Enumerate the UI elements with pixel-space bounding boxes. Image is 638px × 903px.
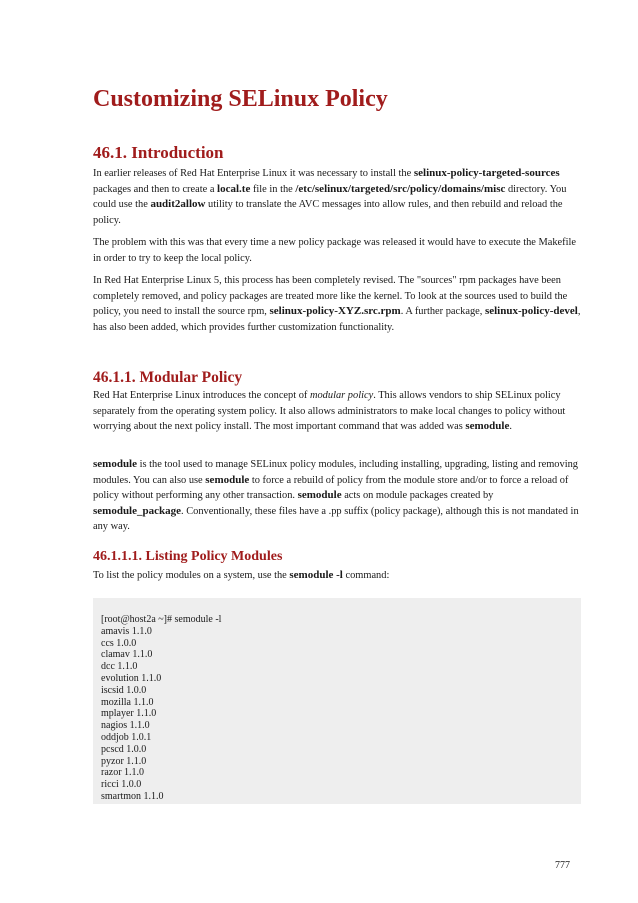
package-name: selinux-policy-devel: [484, 305, 578, 317]
utility-name: audit2allow: [150, 198, 206, 210]
command-name: semodule: [297, 489, 342, 501]
package-name: selinux-policy-XYZ.src.rpm: [269, 305, 401, 317]
emphasis-term: modular policy: [309, 390, 374, 401]
intro-paragraph-1: [93, 166, 583, 228]
section-heading-introduction: 46.1. Introduction: [93, 143, 224, 162]
text-run: acts on module packages created by: [341, 490, 494, 501]
package-name: selinux-policy-targeted-sources: [413, 167, 560, 179]
command-name: semodule_package: [93, 504, 181, 517]
text-run: directory. You could use the: [93, 183, 567, 210]
text-run: . Conventionally, these files have a .pp suffix (policy package), although this is not mandated in any way.: [93, 505, 579, 532]
command-name: semodule -l: [289, 569, 343, 581]
listing-paragraph-1: [93, 568, 583, 584]
text-run: , has also been added, which provides further customization functionality.: [93, 306, 581, 333]
text-run: utility to translate the AVC messages into allow rules, and then rebuild and reload the policy.: [93, 199, 563, 226]
text-run: . A further package,: [400, 306, 485, 317]
code-block: [93, 598, 581, 804]
intro-paragraph-3: [93, 273, 583, 335]
text-run: is the tool used to manage SELinux policy modules, including installing, upgrading, listing and removing modules. You can also use: [93, 459, 578, 486]
command-name: semodule: [205, 473, 250, 486]
text-run: . This allows vendors to ship SELinux policy separately from the operating system policy. It also allows administrators to make local changes to policy without worrying about the next policy install. The most important command that was added was: [93, 390, 566, 432]
modular-paragraph-1: [93, 388, 583, 435]
text-run: file in the: [250, 183, 296, 195]
code-listing: [root@host2a ~]# semodule -l amavis 1.1.0 ccs 1.0.0 clamav 1.1.0 dcc 1.1.0 evolution 1.1.0 iscsid 1.0.0 mozilla 1.1.0 mplayer 1.1.0 nagios 1.1.0 oddjob 1.0.1 pcscd 1.0.0 pyzor 1.1.0 razor 1.1.0 ricci 1.0.0 smartmon 1.1.0: [101, 614, 222, 802]
page-number: 777: [555, 860, 570, 871]
text-run: Red Hat Enterprise Linux introduces the concept of: [93, 390, 310, 401]
directory-path: /etc/selinux/targeted/src/policy/domains/misc: [295, 182, 506, 195]
command-name: semodule: [465, 420, 510, 432]
text-run: to force a rebuild of policy from the module store and/or to force a reload of policy without performing any other transaction.: [93, 474, 569, 501]
text-run: .: [509, 421, 512, 432]
section-heading-modular-policy: 46.1.1. Modular Policy: [93, 369, 243, 386]
section-heading-listing-policy-modules: 46.1.1.1. Listing Policy Modules: [93, 549, 283, 564]
modular-paragraph-2: [93, 457, 583, 535]
text-run: command:: [342, 570, 390, 581]
file-name: local.te: [217, 182, 251, 195]
command-name: semodule: [93, 458, 137, 470]
text-run: packages and then to create a: [93, 183, 218, 195]
text-run: To list the policy modules on a system, use the: [93, 570, 290, 581]
text-run: In earlier releases of Red Hat Enterprise Linux it was necessary to install the: [93, 168, 414, 179]
intro-paragraph-2: The problem with this was that every time a new policy package was released it would have to execute the Makefile in order to try to keep the local policy.: [93, 237, 576, 264]
chapter-title: Customizing SELinux Policy: [93, 86, 388, 112]
text-run: In Red Hat Enterprise Linux 5, this process has been completely revised. The "sources" rpm packages have been completely removed, and policy packages are treated more like the kernel. To look at the sources used to build the policy, you need to install the source rpm,: [93, 275, 568, 317]
